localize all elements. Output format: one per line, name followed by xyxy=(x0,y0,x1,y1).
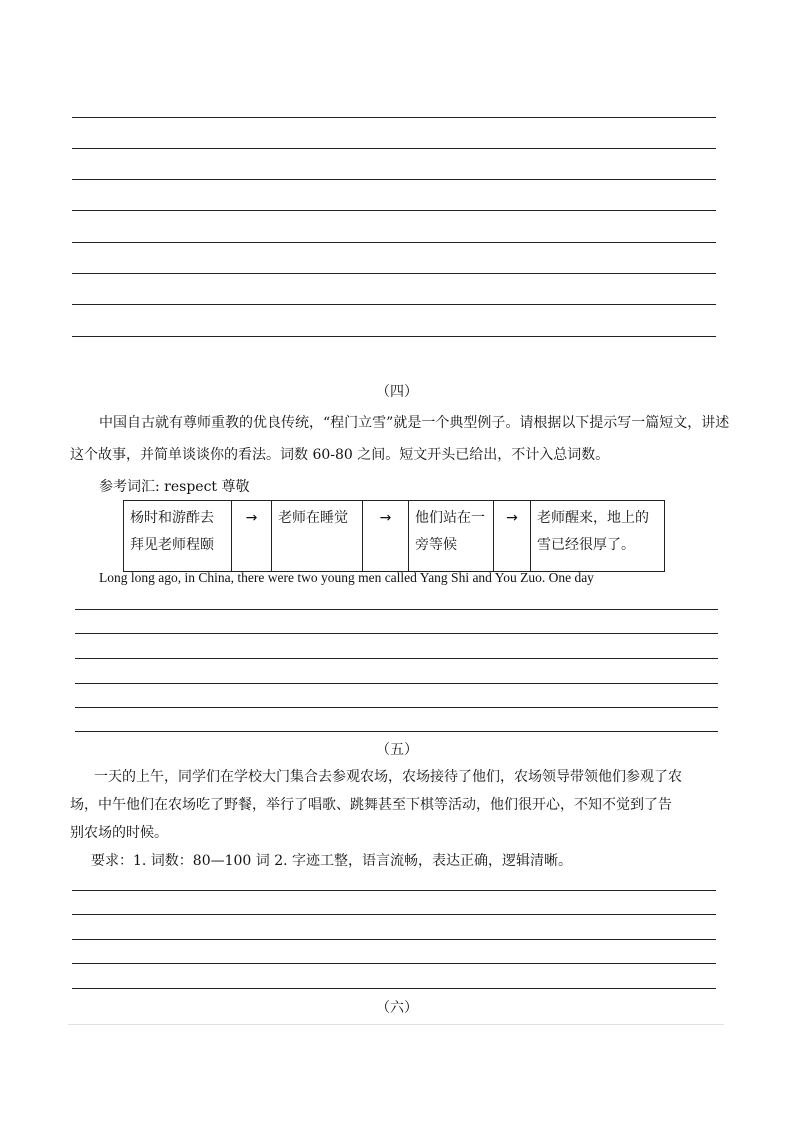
section-5-title: （五） xyxy=(376,742,418,758)
writing-line[interactable] xyxy=(75,731,718,732)
section-5-prompt-line-1: 一天的上午，同学们在学校大门集合去参观农场，农场接待了他们，农场领导带领他们参观了农 xyxy=(94,769,682,785)
writing-line[interactable] xyxy=(75,658,718,659)
writing-line[interactable] xyxy=(72,914,716,915)
story-prompt-flow xyxy=(123,500,665,572)
writing-line[interactable] xyxy=(75,683,718,684)
writing-line[interactable] xyxy=(75,609,718,610)
section-5-requirements: 要求：1. 词数：80—100 词 2. 字迹工整，语言流畅，表达正确，逻辑清晰。 xyxy=(91,853,573,869)
arrow-icon: → xyxy=(494,501,531,572)
story-opening: Long long ago, in China, there were two young men called Yang Shi and You Zuo. One day xyxy=(99,570,594,585)
writing-line[interactable] xyxy=(75,707,718,708)
writing-line[interactable] xyxy=(72,179,716,180)
page-footer-divider xyxy=(68,1024,724,1025)
writing-line[interactable] xyxy=(72,963,716,964)
writing-line[interactable] xyxy=(72,939,716,940)
section-4-title: （四） xyxy=(376,384,418,400)
arrow-icon: → xyxy=(232,501,272,572)
flow-step-4: 老师醒来，地上的雪已经很厚了。 xyxy=(531,501,665,572)
flow-step-2: 老师在睡觉 xyxy=(272,501,363,572)
flow-step-1: 杨时和游酢去拜见老师程颐 xyxy=(124,501,232,572)
reference-vocabulary: 参考词汇: respect 尊敬 xyxy=(99,479,250,495)
arrow-icon: → xyxy=(363,501,409,572)
writing-line[interactable] xyxy=(72,273,716,274)
writing-line[interactable] xyxy=(72,890,716,891)
flow-step-3: 他们站在一旁等候 xyxy=(409,501,494,572)
section-4-prompt-line-2: 这个故事，并简单谈谈你的看法。词数 60-80 之间。短文开头已给出，不计入总词数。 xyxy=(70,447,610,463)
writing-line[interactable] xyxy=(72,210,716,211)
writing-line[interactable] xyxy=(72,148,716,149)
section-6-title: （六） xyxy=(376,1000,418,1016)
section-5-prompt-line-3: 别农场的时候。 xyxy=(70,825,168,841)
section-5-prompt-line-2: 场，中午他们在农场吃了野餐，举行了唱歌、跳舞甚至下棋等活动，他们很开心，不知不觉到了告 xyxy=(70,797,672,813)
section-4-prompt-line-1: 中国自古就有尊师重教的优良传统，“程门立雪”就是一个典型例子。请根据以下提示写一篇短文，讲述 xyxy=(99,415,730,431)
writing-line[interactable] xyxy=(75,633,718,634)
writing-line[interactable] xyxy=(72,304,716,305)
writing-line[interactable] xyxy=(72,117,716,118)
writing-line[interactable] xyxy=(72,242,716,243)
writing-line[interactable] xyxy=(72,988,716,989)
writing-line[interactable] xyxy=(72,336,716,337)
